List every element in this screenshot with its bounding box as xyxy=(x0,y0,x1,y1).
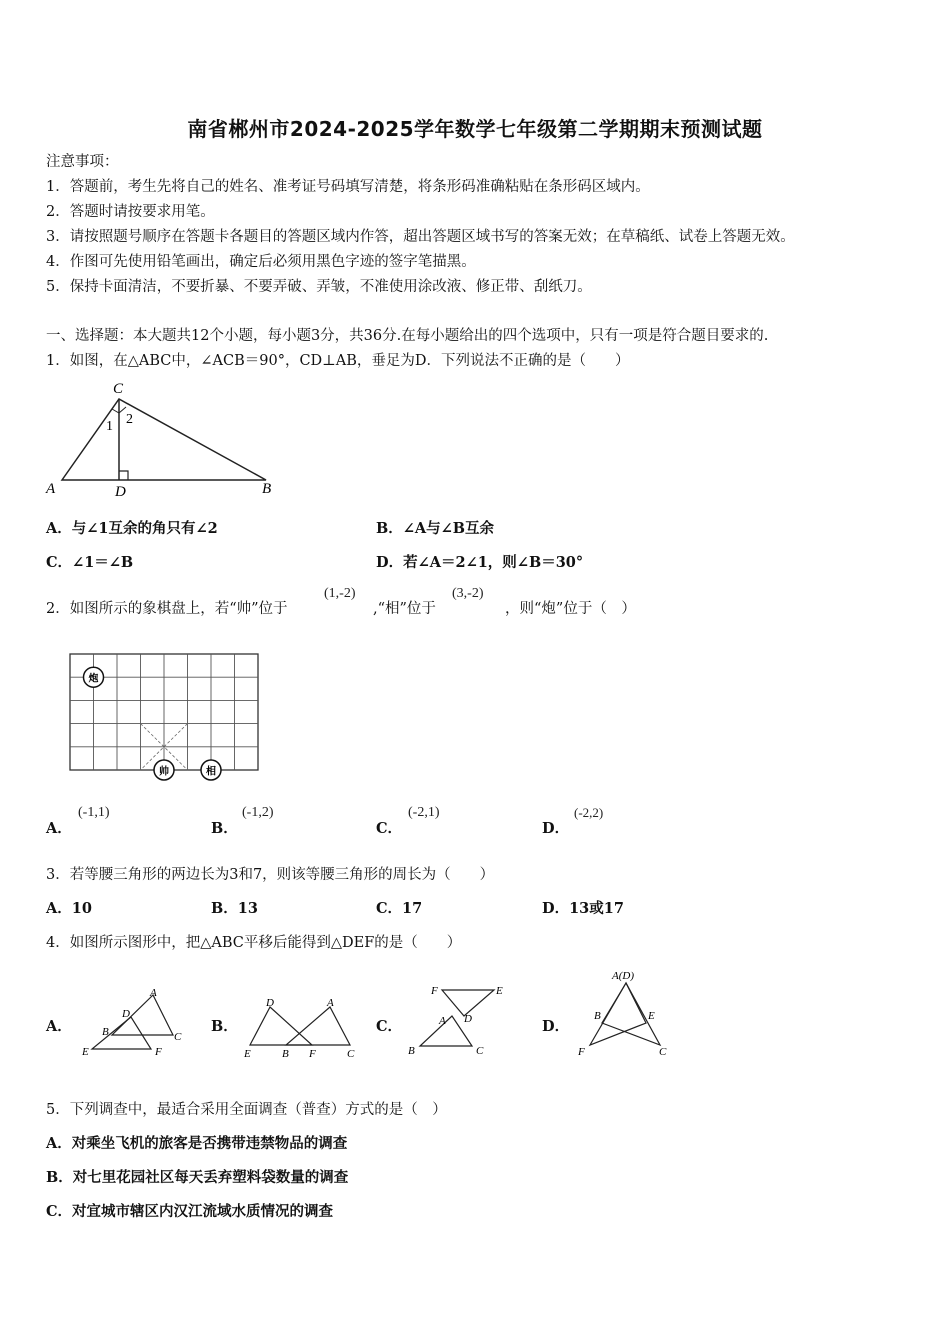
q5-stem: 5．下列调查中，最适合采用全面调查（普查）方式的是（ ） xyxy=(46,1102,447,1118)
q2-option-c-value: (‑2,1) xyxy=(408,805,440,820)
fig-b-label-c: C xyxy=(347,1048,355,1060)
triangle-abc xyxy=(62,399,266,480)
q2-option-c[interactable]: C． xyxy=(376,820,403,837)
fig-d-label-b: B xyxy=(594,1010,601,1022)
label-b: B xyxy=(262,481,272,497)
q4-option-c[interactable]: C． xyxy=(376,1018,403,1035)
note-item-4: 4．作图可先使用铅笔画出，确定后必须用黑色字迹的签字笔描黑。 xyxy=(46,254,476,270)
label-angle-1: 1 xyxy=(106,419,113,434)
q2-option-b-value: (‑1,2) xyxy=(242,805,274,820)
q4-option-b[interactable]: B． xyxy=(211,1018,238,1035)
q2-option-d-value: (‑2,2) xyxy=(574,805,604,820)
fig-d-label-ad: A(D) xyxy=(612,970,634,982)
section-heading: 一、选择题：本大题共12个小题，每小题3分，共36分.在每小题给出的四个选项中，只有一项是符合题目要求的. xyxy=(46,328,769,344)
q2-option-d[interactable]: D． xyxy=(542,820,570,837)
q2-coord-xiang: (3,‑2) xyxy=(452,586,484,601)
fig-a-label-e: E xyxy=(82,1046,89,1058)
q5-option-c[interactable]: C．对宜城市辖区内汉江流域水质情况的调查 xyxy=(46,1203,334,1220)
fig-c-label-a: A xyxy=(439,1015,446,1027)
q4-figure-c xyxy=(402,980,517,1060)
q5-option-b[interactable]: B．对七里花园社区每天丢弃塑料袋数量的调查 xyxy=(46,1169,349,1186)
q4-option-a[interactable]: A． xyxy=(46,1018,72,1035)
q2-stem-part3: ，则“炮”位于（ ） xyxy=(505,601,636,617)
fig-a-label-f: F xyxy=(155,1046,162,1058)
q1-triangle-figure xyxy=(40,376,290,501)
q1-option-a[interactable]: A．与∠1互余的角只有∠2 xyxy=(46,520,218,537)
q4-figure-a xyxy=(78,985,188,1065)
q4-option-d[interactable]: D． xyxy=(542,1018,570,1035)
fig-a-label-d: D xyxy=(122,1008,130,1020)
fig-a-label-c: C xyxy=(174,1031,182,1043)
piece-pao xyxy=(84,667,104,687)
piece-shuai xyxy=(154,760,174,780)
fig-d-label-f: F xyxy=(578,1046,585,1058)
q3-option-a[interactable]: A．10 xyxy=(46,900,92,917)
piece-shuai-label: 帅 xyxy=(159,766,169,778)
q3-option-d[interactable]: D．13或17 xyxy=(542,900,624,917)
q4-figure-d xyxy=(572,965,682,1060)
q4-figure-b xyxy=(242,995,367,1065)
fig-d-label-c: C xyxy=(659,1046,667,1058)
label-angle-2: 2 xyxy=(126,412,133,427)
label-a: A xyxy=(46,481,56,497)
label-d: D xyxy=(115,484,126,500)
q2-option-a-value: (‑1,1) xyxy=(78,805,110,820)
fig-c-label-f: F xyxy=(431,985,438,997)
fig-b-label-a: A xyxy=(327,997,334,1009)
label-c: C xyxy=(113,381,124,397)
piece-xiang-label: 相 xyxy=(206,766,216,778)
note-item-1: 1．答题前，考生先将自己的姓名、准考证号码填写清楚，将条形码准确粘贴在条形码区域内。 xyxy=(46,179,650,195)
q2-stem-part2: ,“相”位于 xyxy=(373,601,436,617)
q4-stem: 4．如图所示图形中，把△ABC平移后能得到△DEF的是（ ） xyxy=(46,935,462,951)
fig-b-label-f: F xyxy=(309,1048,316,1060)
q3-stem: 3．若等腰三角形的两边长为3和7，则该等腰三角形的周长为（ ） xyxy=(46,867,495,883)
right-angle-mark-d xyxy=(119,471,128,480)
fig-c-label-b: B xyxy=(408,1045,415,1057)
fig-b-label-e: E xyxy=(244,1048,251,1060)
q1-option-c[interactable]: C．∠1＝∠B xyxy=(46,554,134,571)
q1-option-d[interactable]: D．若∠A＝2∠1，则∠B＝30° xyxy=(376,554,584,571)
q2-stem-part1: 2．如图所示的象棋盘上，若“帅”位于 xyxy=(46,601,288,617)
note-item-2: 2．答题时请按要求用笔。 xyxy=(46,204,215,220)
q3-option-b[interactable]: B．13 xyxy=(211,900,258,917)
fig-c-label-e: E xyxy=(496,985,503,997)
q5-option-a[interactable]: A．对乘坐飞机的旅客是否携带违禁物品的调查 xyxy=(46,1135,348,1152)
fig-c-label-d: D xyxy=(464,1013,472,1025)
note-item-5: 5．保持卡面清洁，不要折暴、不要弄破、弄皱，不准使用涂改液、修正带、刮纸刀。 xyxy=(46,279,592,295)
q3-option-c[interactable]: C．17 xyxy=(376,900,423,917)
fig-a-label-b: B xyxy=(102,1026,109,1038)
q2-option-a[interactable]: A． xyxy=(46,820,72,837)
q1-stem: 1．如图，在△ABC中，∠ACB＝90°，CD⊥AB，垂足为D．下列说法不正确的是（ ） xyxy=(46,353,630,369)
q2-option-b[interactable]: B． xyxy=(211,820,238,837)
notes-heading: 注意事项： xyxy=(46,154,119,170)
piece-pao-label: 炮 xyxy=(88,673,99,685)
fig-a-label-a: A xyxy=(150,987,157,999)
q2-coord-shuai: (1,‑2) xyxy=(324,586,356,601)
fig-b-label-b: B xyxy=(282,1048,289,1060)
piece-xiang xyxy=(201,760,221,780)
fig-d-label-e: E xyxy=(648,1010,655,1022)
note-item-3: 3．请按照题号顺序在答题卡各题目的答题区域内作答，超出答题区域书写的答案无效；在草稿纸、试卷上答题无效。 xyxy=(46,229,795,245)
q1-option-b[interactable]: B．∠A与∠B互余 xyxy=(376,520,495,537)
q2-chessboard-figure xyxy=(60,648,270,783)
exam-title: 南省郴州市2024-2025学年数学七年级第二学期期末预测试题 xyxy=(187,117,763,141)
fig-c-label-c: C xyxy=(476,1045,484,1057)
fig-b-label-d: D xyxy=(266,997,274,1009)
